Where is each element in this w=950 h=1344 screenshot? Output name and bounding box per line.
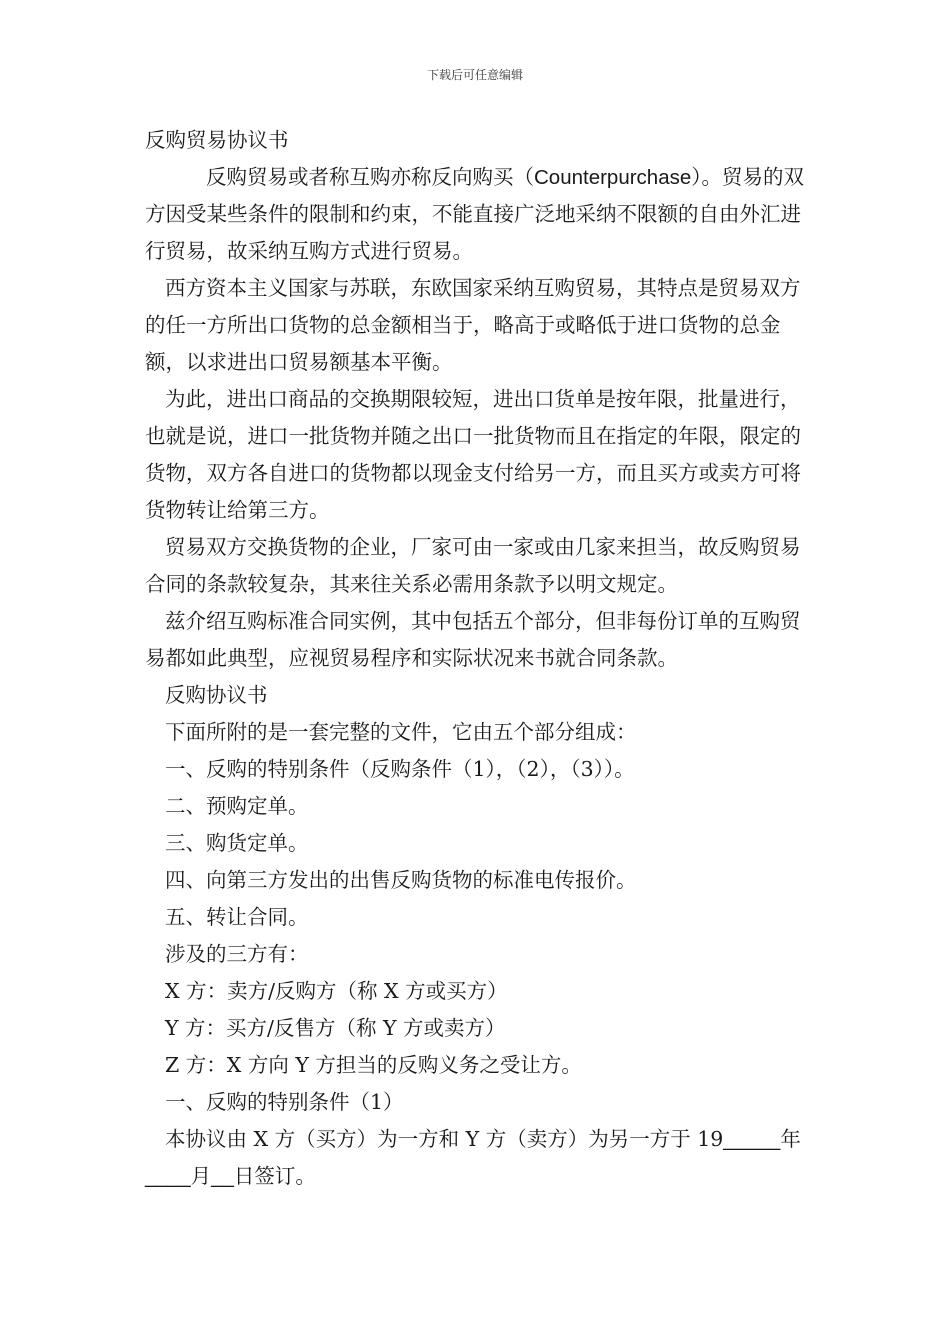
paragraph-trading-parties: 贸易双方交换货物的企业，厂家可由一家或由几家来担当，故反购贸易合同的条款较复杂，其来往关系必需用条款予以明文规定。 xyxy=(145,535,801,596)
day-label: 日签订。 xyxy=(233,1164,316,1188)
term-counterpurchase: Counterpurchase xyxy=(534,166,692,189)
list-item-2: 二、预购定单。 xyxy=(165,794,309,818)
paragraph-western-countries: 西方资本主义国家与苏联，东欧国家采纳互购贸易，其特点是贸易双方的任一方所出口货物的总金额相当于，略高于或略低于进口货物的总金额，以求进出口贸易额基本平衡。 xyxy=(145,276,801,374)
paragraph-standard-contract: 兹介绍互购标准合同实例，其中包括五个部分，但非每份订单的互购贸易都如此典型，应视贸易程序和实际状况来书就合同条款。 xyxy=(145,609,801,670)
paragraph-intro-part-a: 反购贸易或者称互购亦称反向购买（ xyxy=(206,165,534,189)
page-header-note: 下载后可任意编辑 xyxy=(426,68,523,82)
blank-day: __ xyxy=(211,1165,234,1188)
paragraph-exchange-period: 为此，进出口商品的交换期限较短，进出口货单是按年限，批量进行，也就是说，进口一批货物并随之出口一批货物而且在指定的年限，限定的货物，双方各自进口的货物都以现金支付给另一方，而且买方或卖方可将货物转让给第三方。 xyxy=(145,387,801,522)
list-item-1: 一、反购的特别条件（反购条件（1），（2），（3））。 xyxy=(165,757,635,781)
month-label: 月 xyxy=(190,1164,212,1188)
signing-paragraph xyxy=(145,1121,810,1195)
parties-intro: 涉及的三方有： xyxy=(165,942,309,966)
section-subtitle: 反购协议书 xyxy=(165,683,268,707)
list-item-4: 四、向第三方发出的出售反购货物的标准电传报价。 xyxy=(165,868,637,892)
blank-year: _____ xyxy=(723,1128,781,1151)
list-item-5: 五、转让合同。 xyxy=(165,905,309,929)
document-title: 反购贸易协议书 xyxy=(145,128,289,152)
paragraph-intro xyxy=(145,159,810,270)
party-z: Z 方：X 方向 Y 方担当的反购义务之受让方。 xyxy=(165,1053,582,1077)
signing-text: 本协议由 X 方（买方）为一方和 Y 方（卖方）为另一方于 19 xyxy=(165,1127,724,1151)
documents-intro: 下面所附的是一套完整的文件，它由五个部分组成： xyxy=(165,720,637,744)
section-special-conditions: 一、反购的特别条件（1） xyxy=(165,1090,404,1114)
document-body xyxy=(145,122,810,1195)
party-y: Y 方：买方/反售方（称 Y 方或卖方） xyxy=(165,1016,506,1040)
list-item-3: 三、购货定单。 xyxy=(165,831,309,855)
year-label: 年 xyxy=(780,1127,801,1151)
paragraph-intro-part-b: ）。贸易的双方因受某些条件的限制和约束，不能直接广泛地采纳不限额的自由外汇进行贸易，故采纳互购方式进行贸易。 xyxy=(145,165,805,263)
party-x: X 方：卖方/反购方（称 X 方或买方） xyxy=(165,979,508,1003)
blank-month: ____ xyxy=(145,1165,191,1188)
